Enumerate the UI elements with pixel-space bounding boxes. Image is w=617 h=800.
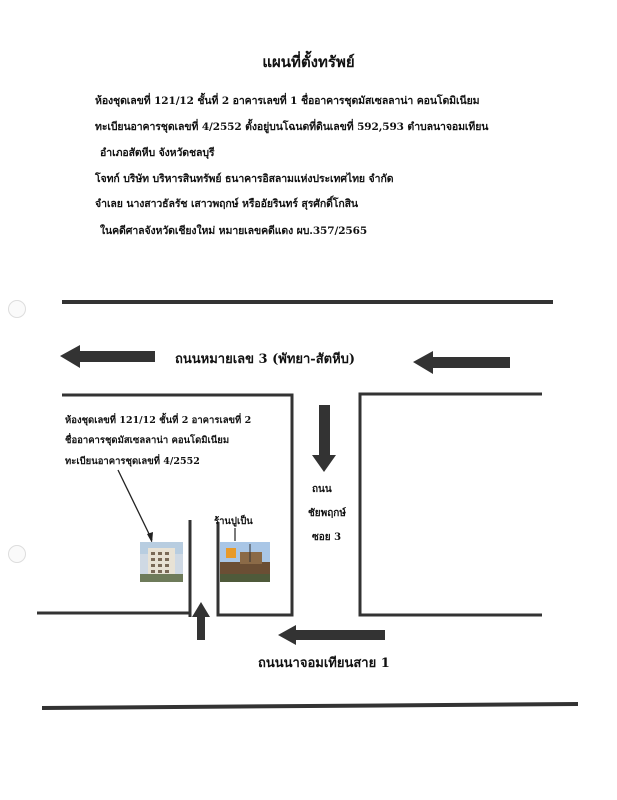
property-note-line-3: ทะเบียนอาคารชุดเลขที่ 4/2552: [65, 456, 200, 467]
side-road-label-2: ชัยพฤกษ์: [308, 508, 346, 519]
info-line-case: ในคดีศาลจังหวัดเชียงใหม่ หมายเลขคดีแดง ผบ.357/2565: [100, 225, 368, 237]
page-title: แผนที่ตั้งทรัพย์: [262, 53, 355, 71]
condo-building-photo: [140, 542, 183, 582]
pointer-line: [118, 470, 152, 540]
info-line-defendant: จำเลย นางสาวธัลรัช เสาวพฤกษ์ หรืออัยรินทร์ สุรศักดิ์โกสิน: [95, 198, 358, 210]
shop-photo: [220, 542, 270, 582]
side-road-label-1: ถนน: [312, 484, 332, 495]
pointer-arrowhead-icon: [147, 532, 153, 543]
up-arrow-icon: [192, 602, 210, 640]
bottom-road-label: ถนนนาจอมเทียนสาย 1: [258, 656, 390, 671]
bottom-left-arrow-icon: [278, 625, 385, 645]
bottom-road-line: [42, 704, 578, 708]
property-note-line-1: ห้องชุดเลขที่ 121/12 ชั้นที่ 2 อาคารเลขที่ 2: [65, 415, 252, 426]
left-arrow-icon-2: [413, 351, 510, 374]
shop-label: ร้านปูเป็น: [214, 516, 253, 527]
main-road-label: ถนนหมายเลข 3 (พัทยา-สัตหีบ): [175, 352, 356, 367]
info-line-unit: ห้องชุดเลขที่ 121/12 ชั้นที่ 2 อาคารเลขที่ 1 ชื่ออาคารชุดมัสเซลลาน่า คอนโดมิเนียม: [95, 95, 480, 107]
right-block-outline: [360, 394, 542, 615]
down-arrow-icon: [312, 405, 336, 472]
side-road-label-3: ซอย 3: [312, 532, 342, 543]
info-line-registration: ทะเบียนอาคารชุดเลขที่ 4/2552 ตั้งอยู่บนโฉนดที่ดินเลขที่ 592,593 ตำบลนาจอมเทียน: [95, 121, 489, 133]
left-arrow-icon: [60, 345, 155, 368]
info-line-plaintiff: โจทก์ บริษัท บริหารสินทรัพย์ ธนาคารอิสลามแห่งประเทศไทย จำกัด: [95, 173, 394, 185]
property-note-line-2: ชื่ออาคารชุดมัสเซลลาน่า คอนโดมิเนียม: [65, 435, 230, 446]
info-line-district: อำเภอสัตหีบ จังหวัดชลบุรี: [100, 147, 215, 159]
